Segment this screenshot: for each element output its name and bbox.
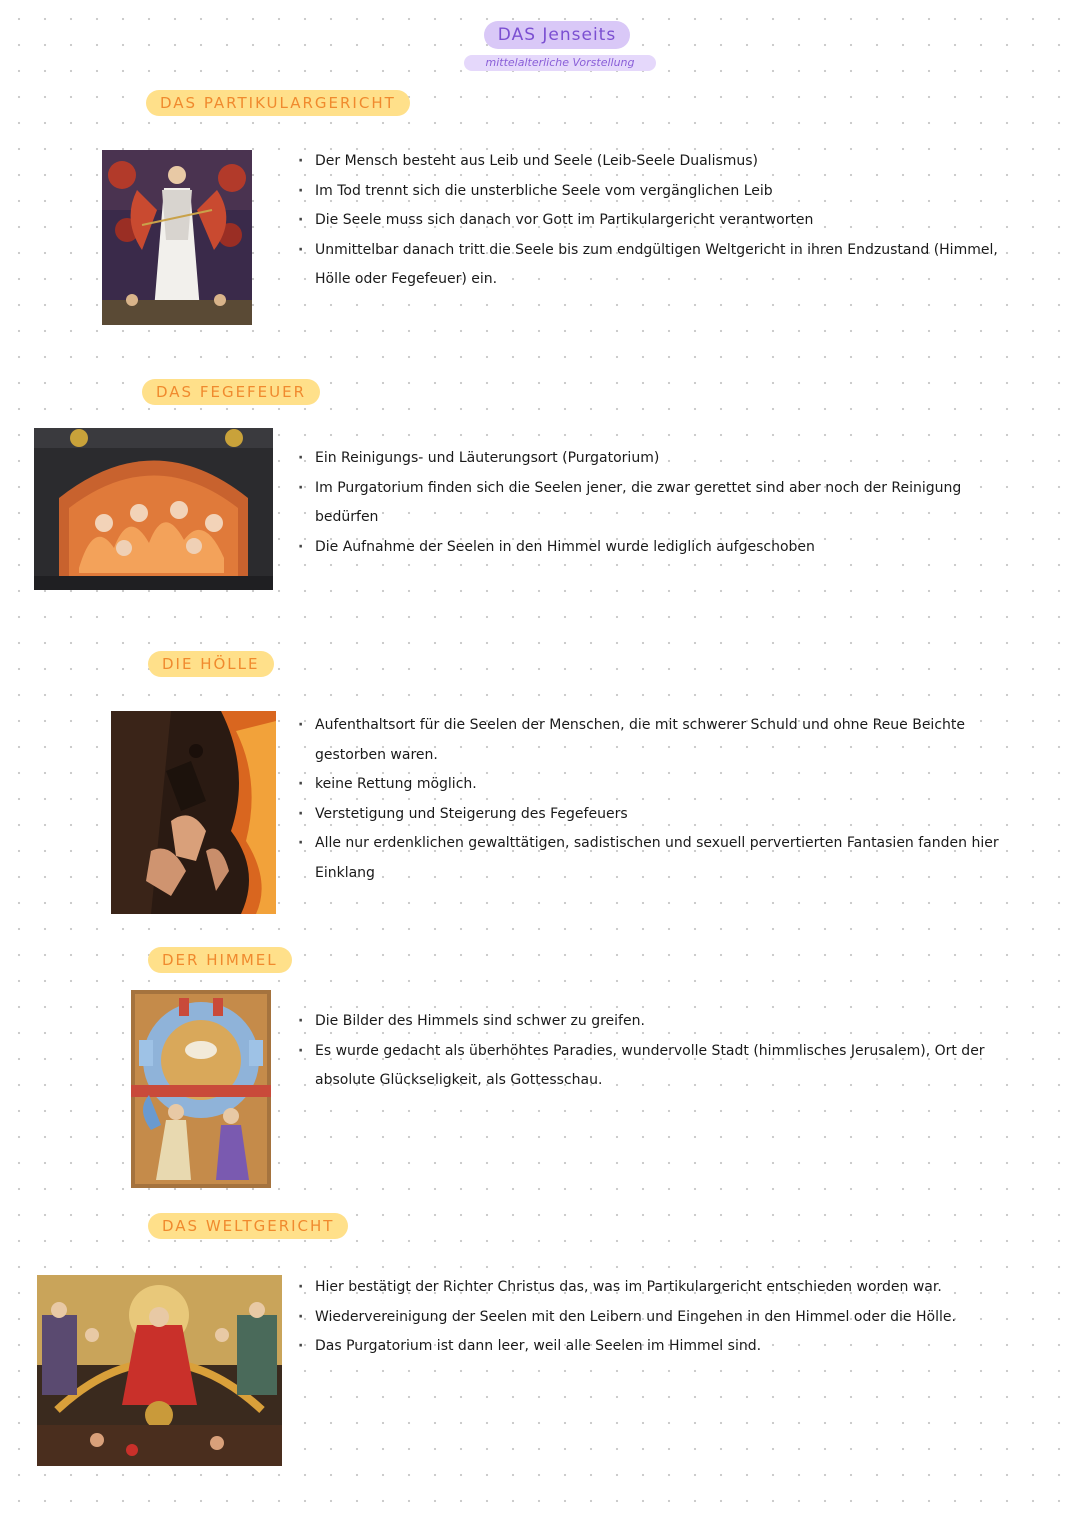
purgatory-relief-icon bbox=[34, 428, 273, 590]
archangel-michael-painting-icon bbox=[102, 150, 252, 325]
section-heading-weltgericht: DAS WELTGERICHT bbox=[148, 1213, 348, 1239]
list-item: · Es wurde gedacht als überhöhtes Paradies, wundervolle Stadt (himmlisches Jerusalem), Ort der absolute Glückseligkeit, als Gottesschau. bbox=[298, 1037, 1018, 1096]
hell-painting-icon bbox=[111, 711, 276, 914]
bullet-list-partikulargericht bbox=[298, 147, 1018, 295]
bullet-list-fegefeuer bbox=[298, 444, 1018, 562]
list-item: · Im Tod trennt sich die unsterbliche Seele vom vergänglichen Leib bbox=[298, 177, 1018, 207]
list-item: · Die Aufnahme der Seelen in den Himmel wurde lediglich aufgeschoben bbox=[298, 533, 1018, 563]
list-item: · Aufenthaltsort für die Seelen der Menschen, die mit schwerer Schuld und ohne Reue Beichte gestorben waren. bbox=[298, 711, 1018, 770]
list-item: · Alle nur erdenklichen gewalttätigen, sadistischen und sexuell pervertierten Fantasien fanden hier Einklang bbox=[298, 829, 1018, 888]
section-heading-partikulargericht: DAS PARTIKULARGERICHT bbox=[146, 90, 410, 116]
heavenly-jerusalem-miniature-icon bbox=[131, 990, 271, 1188]
page-subtitle: mittelalterliche Vorstellung bbox=[464, 55, 656, 71]
list-item: · Ein Reinigungs- und Läuterungsort (Purgatorium) bbox=[298, 444, 1018, 474]
bullet-list-himmel bbox=[298, 1007, 1018, 1096]
page-title: DAS Jenseits bbox=[484, 21, 630, 49]
list-item: · Hier bestätigt der Richter Christus das, was im Partikulargericht entschieden worden war. bbox=[298, 1273, 1018, 1303]
last-judgment-painting-icon bbox=[37, 1275, 282, 1466]
list-item: · Im Purgatorium finden sich die Seelen jener, die zwar gerettet sind aber noch der Reinigung bedürfen bbox=[298, 474, 1018, 533]
section-heading-himmel: DER HIMMEL bbox=[148, 947, 292, 973]
bullet-list-weltgericht bbox=[298, 1273, 1018, 1362]
list-item: · Unmittelbar danach tritt die Seele bis zum endgültigen Weltgericht in ihren Endzustand (Himmel, Hölle oder Fegefeuer) ein. bbox=[298, 236, 1018, 295]
list-item: · Wiedervereinigung der Seelen mit den Leibern und Eingehen in den Himmel oder die Hölle. bbox=[298, 1303, 1018, 1333]
list-item: · Das Purgatorium ist dann leer, weil alle Seelen im Himmel sind. bbox=[298, 1332, 1018, 1362]
list-item: · keine Rettung möglich. bbox=[298, 770, 1018, 800]
section-heading-hoelle: DIE HÖLLE bbox=[148, 651, 274, 677]
list-item: · Die Bilder des Himmels sind schwer zu greifen. bbox=[298, 1007, 1018, 1037]
list-item: · Die Seele muss sich danach vor Gott im Partikulargericht verantworten bbox=[298, 206, 1018, 236]
list-item: · Verstetigung und Steigerung des Fegefeuers bbox=[298, 800, 1018, 830]
section-heading-fegefeuer: DAS FEGEFEUER bbox=[142, 379, 320, 405]
list-item: · Der Mensch besteht aus Leib und Seele (Leib-Seele Dualismus) bbox=[298, 147, 1018, 177]
bullet-list-hoelle bbox=[298, 711, 1018, 888]
